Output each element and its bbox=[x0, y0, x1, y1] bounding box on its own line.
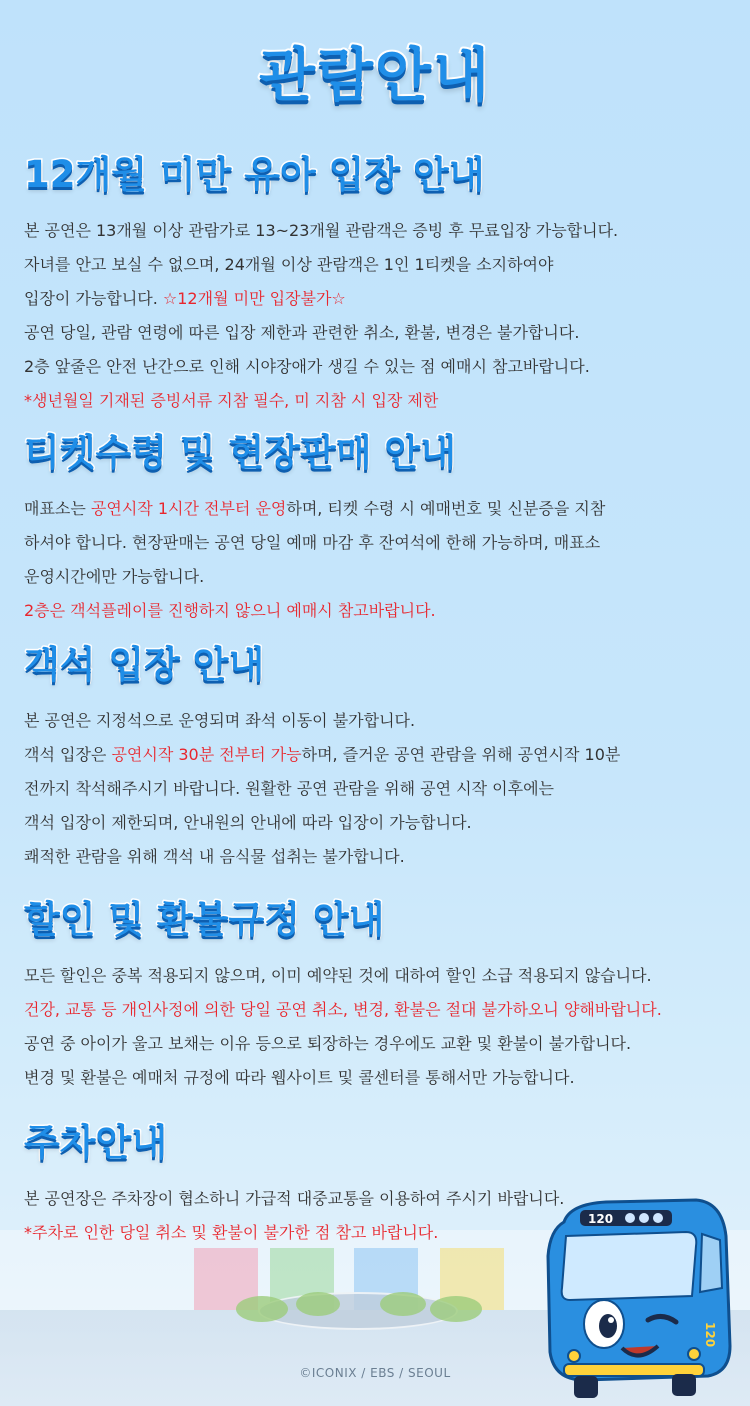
ticket-pickup-section bbox=[24, 428, 740, 628]
warning-line: *주차로 인한 당일 취소 및 환불이 불가한 점 참고 바랍니다. bbox=[24, 1223, 439, 1242]
warning-line: *생년월일 기재된 증빙서류 지참 필수, 미 지참 시 입장 제한 bbox=[24, 391, 439, 410]
section-heading: 객석 입장 안내 bbox=[24, 643, 265, 686]
page-title: 관람안내 bbox=[258, 41, 492, 109]
info-line: 매표소는 공연시작 1시간 전부터 운영하며, 티켓 수령 시 예매번호 및 신분증을 지참 bbox=[24, 499, 606, 518]
info-line: 공연 중 아이가 울고 보채는 이유 등으로 퇴장하는 경우에도 교환 및 환불이 불가합니다. bbox=[24, 1034, 632, 1053]
section-heading: 12개월 미만 유아 입장 안내 bbox=[24, 153, 485, 196]
section-heading: 할인 및 환불규정 안내 bbox=[24, 898, 385, 941]
warning-text: ☆12개월 미만 입장불가☆ bbox=[162, 289, 346, 308]
info-line: 본 공연은 지정석으로 운영되며 좌석 이동이 불가합니다. bbox=[24, 711, 416, 730]
discount-refund-section bbox=[24, 895, 740, 1095]
info-line: 운영시간에만 가능합니다. bbox=[24, 567, 205, 586]
info-line: 쾌적한 관람을 위해 객석 내 음식물 섭취는 불가합니다. bbox=[24, 847, 405, 866]
warning-line: 2층은 객석플레이를 진행하지 않으니 예매시 참고바랍니다. bbox=[24, 601, 436, 620]
info-line: 객석 입장은 공연시작 30분 전부터 가능하며, 즐거운 공연 관람을 위해 공연시작 10분 bbox=[24, 745, 621, 764]
highlight-text: 공연시작 1시간 전부터 운영 bbox=[90, 499, 287, 518]
info-line: 객석 입장이 제한되며, 안내원의 안내에 따라 입장이 가능합니다. bbox=[24, 813, 472, 832]
copyright-text: ©ICONIX / EBS / SEOUL bbox=[299, 1366, 451, 1380]
info-line: 자녀를 안고 보실 수 없으며, 24개월 이상 관람객은 1인 1티켓을 소지하여야 bbox=[24, 255, 554, 274]
info-line: 본 공연장은 주차장이 협소하니 가급적 대중교통을 이용하여 주시기 바랍니다. bbox=[24, 1189, 565, 1208]
seat-entry-section bbox=[24, 640, 740, 874]
info-line: 변경 및 환불은 예매처 규정에 따라 웹사이트 및 콜센터를 통해서만 가능합니다. bbox=[24, 1068, 575, 1087]
highlight-text: 공연시작 30분 전부터 가능 bbox=[111, 745, 302, 764]
info-line: 공연 당일, 관람 연령에 따른 입장 제한과 관련한 취소, 환불, 변경은 불가합니다. bbox=[24, 323, 580, 342]
section-heading: 주차안내 bbox=[24, 1121, 167, 1164]
info-line: 모든 할인은 중복 적용되지 않으며, 이미 예약된 것에 대하여 할인 소급 적용되지 않습니다. bbox=[24, 966, 652, 985]
bus-number: 120 bbox=[588, 1212, 614, 1226]
section-heading: 티켓수령 및 현장판매 안내 bbox=[24, 431, 456, 474]
info-line: 본 공연은 13개월 이상 관람가로 13~23개월 관람객은 증빙 후 무료입장 가능합니다. bbox=[24, 221, 619, 240]
info-line: 2층 앞줄은 안전 난간으로 인해 시야장애가 생길 수 있는 점 예매시 참고바랍니다. bbox=[24, 357, 590, 376]
warning-line: 건강, 교통 등 개인사정에 의한 당일 공연 취소, 변경, 환불은 절대 불가하오니 양해바랍니다. bbox=[24, 1000, 662, 1019]
side-number: 120 bbox=[703, 1322, 717, 1348]
info-line: 입장이 가능합니다. ☆12개월 미만 입장불가☆ bbox=[24, 289, 346, 308]
infant-admission-section bbox=[24, 150, 740, 418]
info-line: 하셔야 합니다. 현장판매는 공연 당일 예매 마감 후 잔여석에 한해 가능하며, 매표소 bbox=[24, 533, 601, 552]
info-line: 전까지 착석해주시기 바랍니다. 원활한 공연 관람을 위해 공연 시작 이후에는 bbox=[24, 779, 554, 798]
